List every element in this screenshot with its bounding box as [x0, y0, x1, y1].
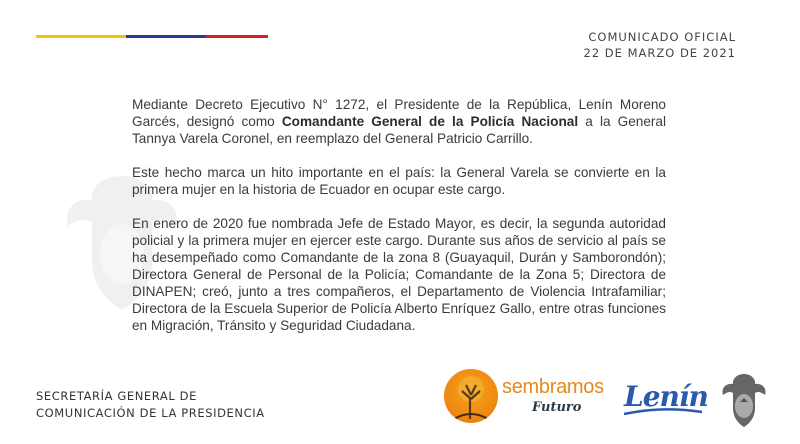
footer-secretariat [36, 388, 265, 422]
sembramos-text: sembramos [502, 376, 604, 398]
p1-text-b: a la General Tannya Varela Coronel, en reemplazo del General Patricio Carrillo. [132, 114, 667, 146]
flag-color-bar [36, 35, 268, 38]
sembramos-futuro-logo [444, 367, 614, 429]
p1-bold-text: Comandante General de la Policía Nacional [281, 114, 579, 129]
flag-blue-stripe [126, 35, 206, 38]
footer-line-1: SECRETARÍA GENERAL DE [36, 389, 197, 403]
flag-yellow-stripe [36, 35, 126, 38]
paragraph-1 [132, 96, 666, 147]
header-title: COMUNICADO OFICIAL [588, 30, 736, 44]
lenin-text: Lenín [624, 380, 708, 413]
coat-of-arms-icon [720, 372, 768, 428]
p1-text-a: Mediante Decreto Ejecutivo N° 1272, el Presidente de la República, Lenín Moreno Garcés, designó como [132, 97, 666, 129]
communique-body [132, 96, 666, 351]
tree-icon [444, 369, 498, 423]
paragraph-2: Este hecho marca un hito importante en el país: la General Varela se convierte en la primera mujer en la historia de Ecuador en ocupar este cargo. [132, 165, 666, 197]
header-date: 22 DE MARZO DE 2021 [583, 46, 736, 60]
paragraph-3: En enero de 2020 fue nombrada Jefe de Estado Mayor, es decir, la segunda autoridad policial y la primera mujer en ejercer este cargo. Durante sus años de servicio al país se ha desempeñado como Comandante de la zona 8 (Guayaquil, Durán y Samborondón); Directora General de Personal de la Policía; Comandante de la Zona 5; Directora de DINAPEN; creó, junto a tres compañeros, el Departamento de Violencia Intrafamiliar; Directora de la Escuela Superior de Policía Alberto Enríquez Gallo, entre otras funciones en Migración, Tránsito y Seguridad Ciudadana. [132, 216, 666, 333]
footer-line-2: COMUNICACIÓN DE LA PRESIDENCIA [36, 406, 265, 420]
swoosh-icon [622, 408, 704, 416]
futuro-text: Futuro [532, 400, 582, 415]
header-block [584, 29, 736, 61]
flag-red-stripe [206, 35, 268, 38]
lenin-logo [622, 378, 706, 418]
